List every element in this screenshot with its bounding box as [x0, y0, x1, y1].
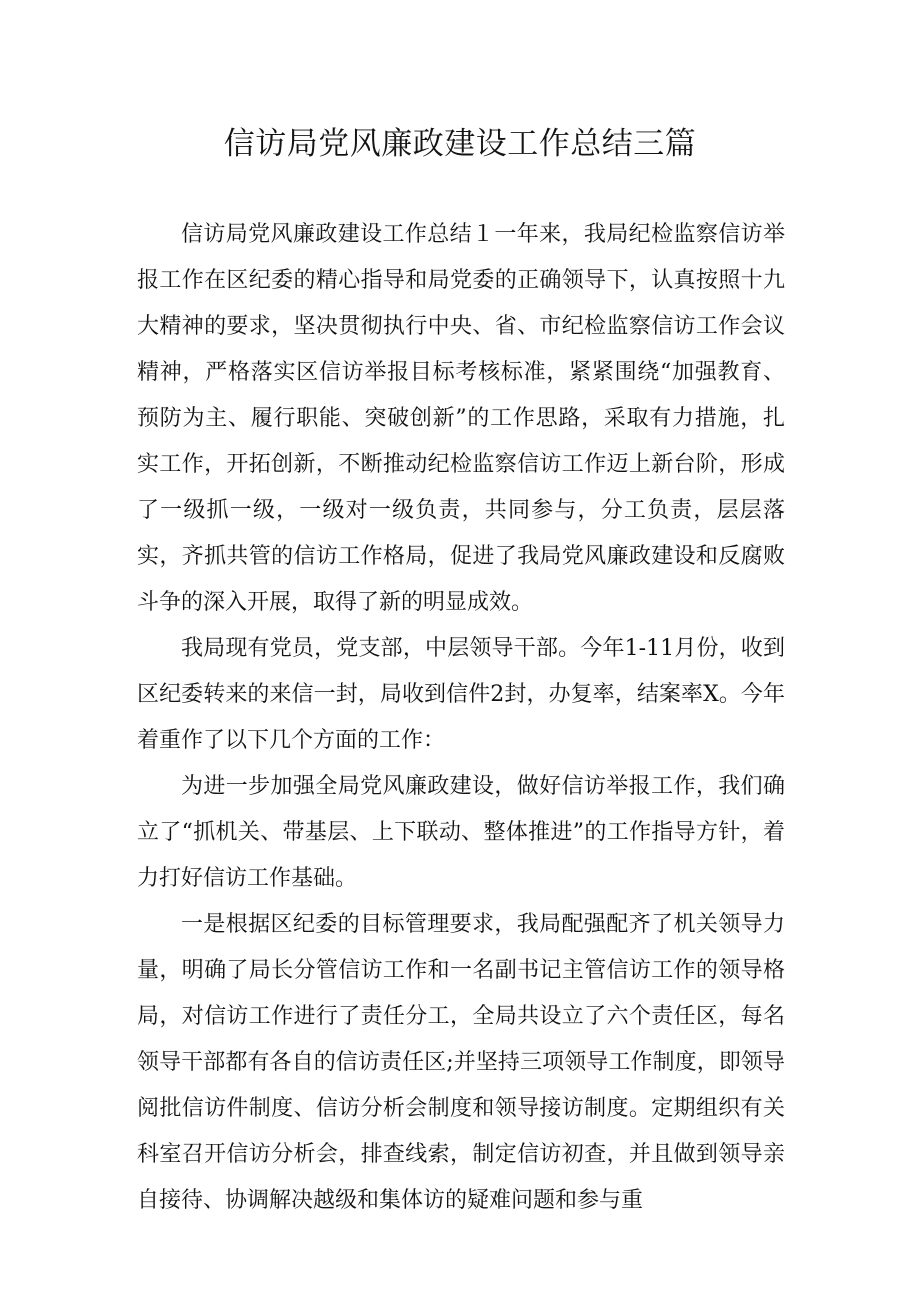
document-body — [137, 212, 785, 1224]
document-title: 信访局党风廉政建设工作总结三篇 — [223, 126, 697, 162]
paragraph: 信访局党风廉政建设工作总结１一年来，我局纪检监察信访举报工作在区纪委的精心指导和局党委的正确领导下，认真按照十九大精神的要求，坚决贯彻执行中央、省、市纪检监察信访工作会议精神，严格落实区信访举报目标考核标准，紧紧围绕“加强教育、预防为主、履行职能、突破创新”的工作思路，采取有力措施，扎实工作，开拓创新，不断推动纪检监察信访工作迈上新台阶，形成了一级抓一级，一级对一级负责，共同参与，分工负责，层层落实，齐抓共管的信访工作格局，促进了我局党风廉政建设和反腐败斗争的深入开展，取得了新的明显成效。 — [137, 222, 785, 615]
paragraph: 一是根据区纪委的目标管理要求，我局配强配齐了机关领导力量，明确了局长分管信访工作和一名副书记主管信访工作的领导格局，对信访工作进行了责任分工，全局共设立了六个责任区，每名领导干部都有各自的信访责任区;并坚持三项领导工作制度，即领导阅批信访件制度、信访分析会制度和领导接访制度。定期组织有关科室召开信访分析会，排查线索，制定信访初查，并且做到领导亲自接待、协调解决越级和集体访的疑难问题和参与重 — [137, 912, 785, 1213]
paragraph: 为进一步加强全局党风廉政建设，做好信访举报工作，我们确立了“抓机关、带基层、上下联动、整体推进”的工作指导方针，着力打好信访工作基础。 — [137, 774, 785, 891]
paragraph: 我局现有党员，党支部，中层领导干部。今年1-11月份，收到区纪委转来的来信一封，局收到信件2封，办复率，结案率X。今年着重作了以下几个方面的工作： — [137, 636, 785, 753]
